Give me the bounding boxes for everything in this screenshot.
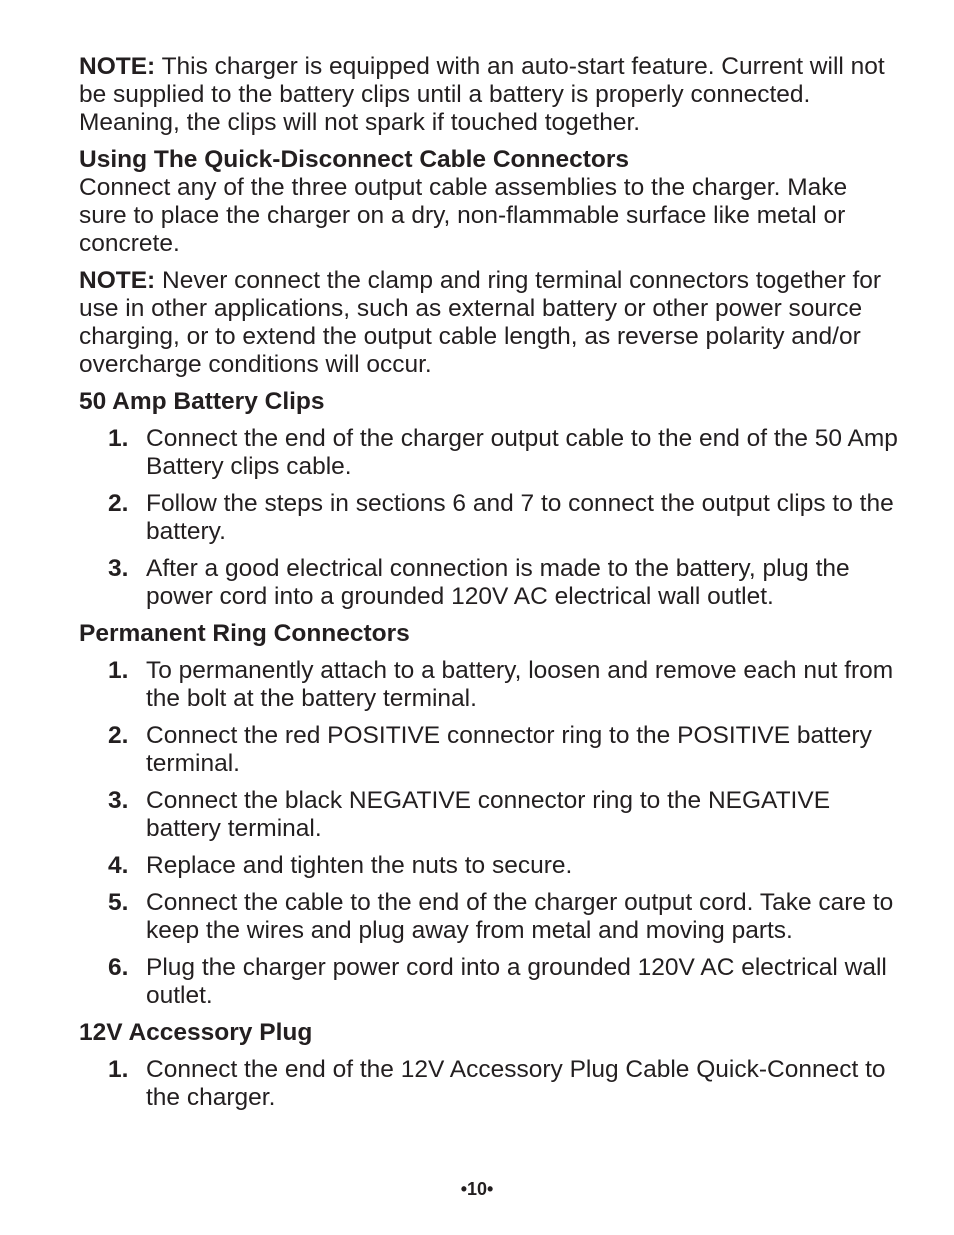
list-item: [79, 490, 899, 546]
list-item: [79, 425, 899, 481]
step-number: 3.: [108, 787, 129, 814]
list-item: [79, 1056, 899, 1112]
section-heading-ring-connectors: Permanent Ring Connectors: [79, 620, 410, 647]
list-item: [79, 889, 899, 945]
note-auto-start: [79, 53, 899, 137]
note-label: NOTE:: [79, 267, 156, 294]
list-item: [79, 722, 899, 778]
step-number: 1.: [108, 657, 129, 684]
step-text: Connect the cable to the end of the charger output cord. Take care to keep the wires and plug away from metal and moving parts.: [146, 889, 894, 944]
step-number: 6.: [108, 954, 129, 981]
list-item: [79, 657, 899, 713]
section-heading-accessory-plug: 12V Accessory Plug: [79, 1019, 313, 1046]
ring-connectors-steps: [79, 657, 899, 1010]
quick-disconnect-text: Connect any of the three output cable assemblies to the charger. Make sure to place the charger on a dry, non-flammable surface like metal or concrete.: [79, 174, 848, 257]
manual-page: [79, 53, 899, 1121]
page-number: •10•: [460, 1179, 494, 1199]
note-never-connect: [79, 267, 899, 379]
step-text: Plug the charger power cord into a grounded 120V AC electrical wall outlet.: [146, 954, 887, 1009]
list-item: [79, 787, 899, 843]
step-text: To permanently attach to a battery, loosen and remove each nut from the bolt at the battery terminal.: [146, 657, 894, 712]
step-text: Connect the end of the 12V Accessory Plug Cable Quick-Connect to the charger.: [146, 1056, 886, 1111]
list-item: [79, 555, 899, 611]
section-heading-battery-clips: 50 Amp Battery Clips: [79, 388, 325, 415]
battery-clips-steps: [79, 425, 899, 611]
step-number: 2.: [108, 722, 129, 749]
step-number: 1.: [108, 425, 129, 452]
step-text: Connect the red POSITIVE connector ring to the POSITIVE battery terminal.: [146, 722, 872, 777]
list-item: [79, 954, 899, 1010]
note-text: This charger is equipped with an auto-start feature. Current will not be supplied to the battery clips until a battery is properly connected. Meaning, the clips will not spark if touched together.: [79, 53, 885, 136]
step-number: 2.: [108, 490, 129, 517]
note-label: NOTE:: [79, 53, 156, 80]
step-number: 1.: [108, 1056, 129, 1083]
step-text: Follow the steps in sections 6 and 7 to connect the output clips to the battery.: [146, 490, 894, 545]
step-number: 3.: [108, 555, 129, 582]
step-text: After a good electrical connection is made to the battery, plug the power cord into a grounded 120V AC electrical wall outlet.: [146, 555, 850, 610]
section-heading-quick-disconnect: Using The Quick-Disconnect Cable Connectors: [79, 146, 629, 173]
step-text: Replace and tighten the nuts to secure.: [146, 852, 573, 879]
note-text: Never connect the clamp and ring terminal connectors together for use in other applications, such as external battery or other power source charging, or to extend the output cable length, as reverse polarity and/or overcharge conditions will occur.: [79, 267, 882, 378]
list-item: [79, 852, 899, 880]
step-number: 4.: [108, 852, 129, 879]
accessory-plug-steps: [79, 1056, 899, 1112]
step-text: Connect the black NEGATIVE connector ring to the NEGATIVE battery terminal.: [146, 787, 831, 842]
step-text: Connect the end of the charger output cable to the end of the 50 Amp Battery clips cable.: [146, 425, 898, 480]
step-number: 5.: [108, 889, 129, 916]
